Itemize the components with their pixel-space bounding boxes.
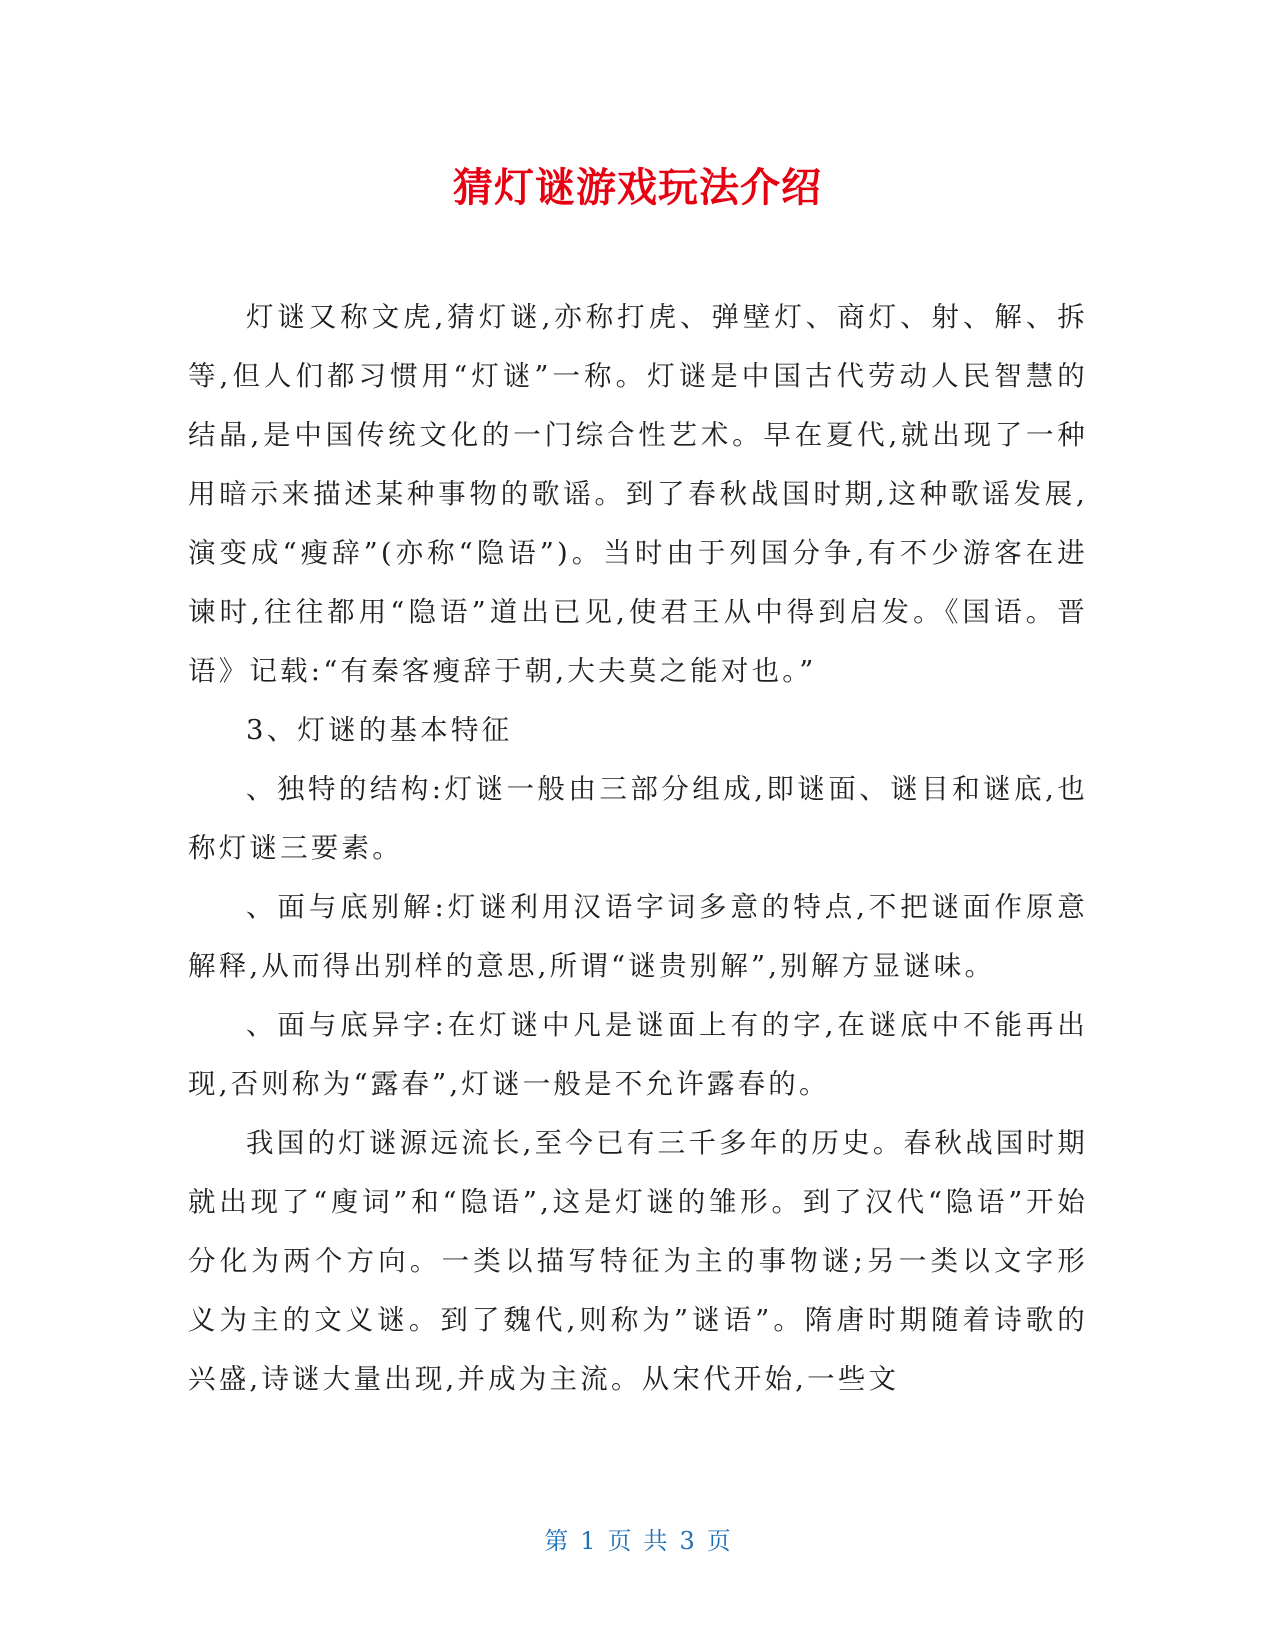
paragraph-alternate-meaning: 、面与底别解:灯谜利用汉语字词多意的特点,不把谜面作原意解释,从而得出别样的意思,所谓“谜贵别解”,别解方显谜味。: [188, 891, 1088, 982]
paragraph-different-characters: 、面与底异字:在灯谜中凡是谜面上有的字,在谜底中不能再出现,否则称为“露春”,灯谜一般是不允许露春的。: [188, 1009, 1088, 1100]
footer-total-pages: 3: [679, 1527, 695, 1555]
section-heading: 3、灯谜的基本特征: [246, 714, 513, 746]
footer-total-unit: 页: [706, 1527, 731, 1555]
footer-total-label: 共: [643, 1527, 668, 1555]
page-footer: [0, 1526, 1275, 1556]
paragraph-intro: 灯谜又称文虎,猜灯谜,亦称打虎、弹壁灯、商灯、射、解、拆等,但人们都习惯用“灯谜”一称。灯谜是中国古代劳动人民智慧的结晶,是中国传统文化的一门综合性艺术。早在夏代,就出现了一种用暗示来描述某种事物的歌谣。到了春秋战国时期,这种歌谣发展,演变成“瘦辞”(亦称“隐语”)。当时由于列国分争,有不少游客在进谏时,往往都用“隐语”道出已见,使君王从中得到启发。《国语。晋语》记载:“有秦客瘦辞于朝,大夫莫之能对也。”: [188, 301, 1088, 687]
footer-page-label: 第: [544, 1527, 569, 1555]
footer-page-unit: 页: [607, 1527, 632, 1555]
paragraph-history: 我国的灯谜源远流长,至今已有三千多年的历史。春秋战国时期就出现了“廋词”和“隐语”,这是灯谜的雏形。到了汉代“隐语”开始分化为两个方向。一类以描写特征为主的事物谜;另一类以文字形义为主的文义谜。到了魏代,则称为”谜语”。隋唐时期随着诗歌的兴盛,诗谜大量出现,并成为主流。从宋代开始,一些文: [188, 1127, 1088, 1395]
document-title: 猜灯谜游戏玩法介绍: [453, 165, 822, 211]
footer-current-page: 1: [580, 1527, 596, 1555]
document-body: [188, 288, 1088, 1409]
paragraph-structure: 、独特的结构:灯谜一般由三部分组成,即谜面、谜目和谜底,也称灯谜三要素。: [188, 773, 1088, 864]
